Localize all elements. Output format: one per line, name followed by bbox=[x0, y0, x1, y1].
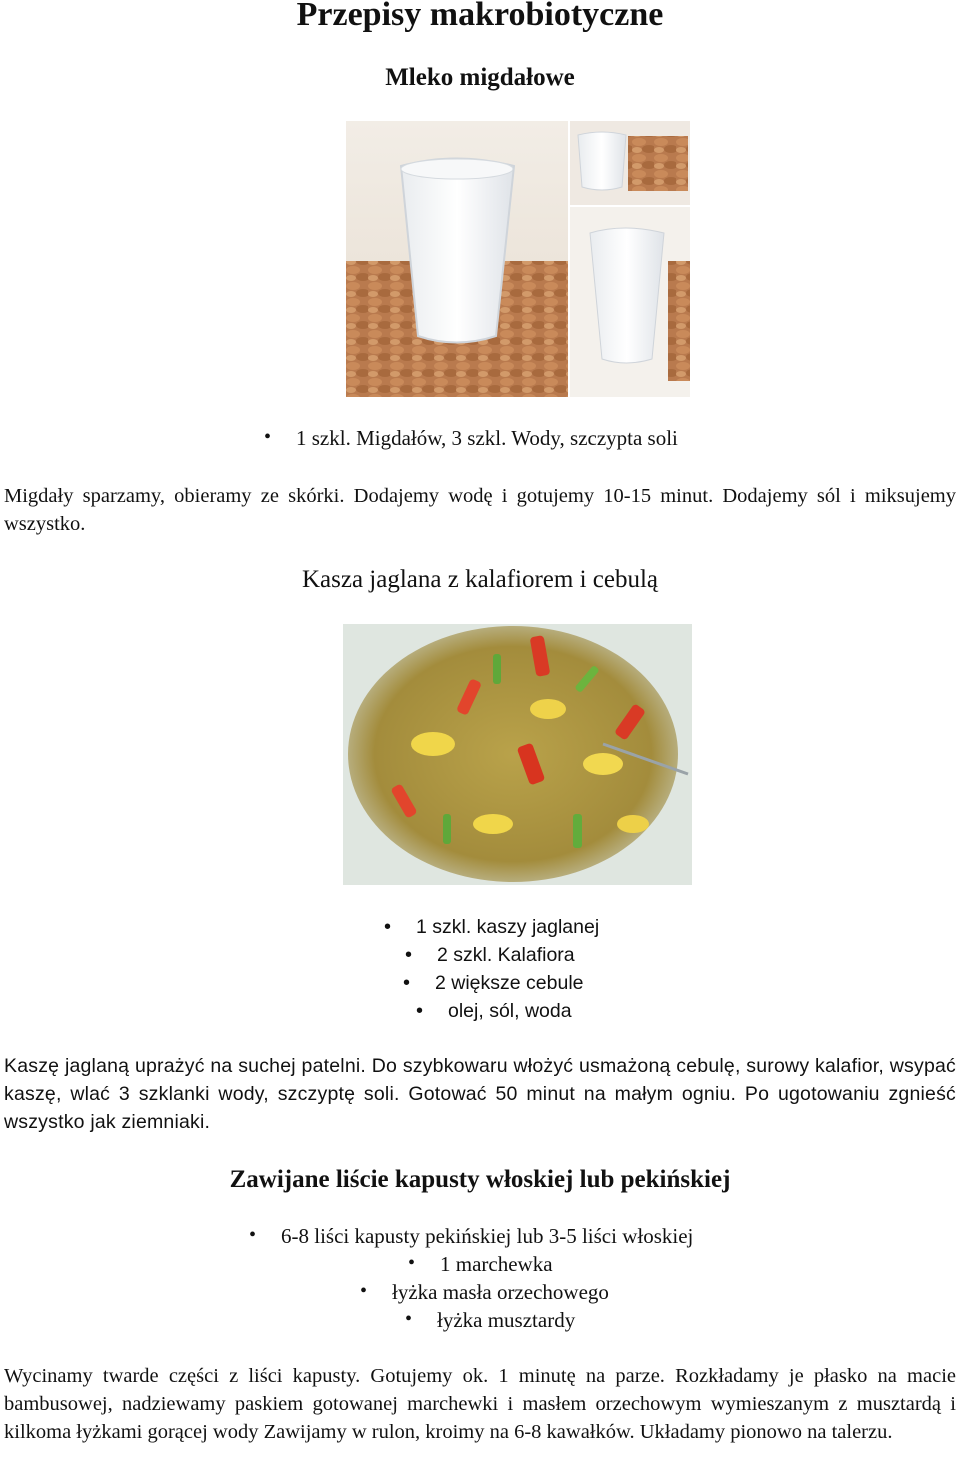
recipe-title-almond-milk: Mleko migdałowe bbox=[385, 64, 575, 91]
recipe-title-cabbage-rolls: Zawijane liście kapusty włoskiej lub pekińskiej bbox=[229, 1166, 731, 1193]
ingredient-item: • łyżka masła orzechowego bbox=[392, 1280, 609, 1305]
ingredient-item: • 1 marchewka bbox=[440, 1252, 553, 1277]
recipe-instructions: Migdały sparzamy, obieramy ze skórki. Dodajemy wodę i gotujemy 10-15 minut. Dodajemy sól i miksujemy wszystko. bbox=[4, 485, 956, 535]
recipe-title-millet: Kasza jaglana z kalafiorem i cebulą bbox=[301, 566, 659, 593]
ingredient-item: • 6-8 liści kapusty pekińskiej lub 3-5 liści włoskiej bbox=[281, 1224, 693, 1249]
recipe-instructions: Kaszę jaglaną uprażyć na suchej patelni. Do szybkowaru włożyć usmażoną cebulę, surowy kalafior, wsypać kaszę, wlać 3 szklanki wody, szczyptę soli. Gotować 50 minut na małym ogniu. Po ugotowaniu zgnieść wszystko jak ziemniaki. bbox=[4, 1055, 956, 1133]
ingredient-item: • 2 szkl. Kalafiora bbox=[437, 944, 575, 967]
ingredient-item: • olej, sól, woda bbox=[448, 1000, 572, 1023]
ingredient-item: • 1 szkl. kaszy jaglanej bbox=[416, 916, 599, 939]
millet-dish-photo bbox=[343, 624, 692, 885]
recipe-instructions: Wycinamy twarde części z liści kapusty. Gotujemy ok. 1 minutę na parze. Rozkładamy je płasko na macie bambusowej, nadziewamy paskiem gotowanej marchewki i masłem orzechowym wymieszanym z musztardą i kilkoma łyżkami gorącej wody Zawijamy w rulon, kroimy na 6-8 kawałków. Układamy pionowo na talerzu. bbox=[4, 1365, 956, 1443]
ingredient-item: • 1 szkl. Migdałów, 3 szkl. Wody, szczypta soli bbox=[296, 426, 678, 451]
ingredient-item: • 2 większe cebule bbox=[435, 972, 584, 995]
page-title: Przepisy makrobiotyczne bbox=[296, 0, 664, 33]
almond-milk-photo bbox=[346, 121, 690, 397]
ingredient-item: • łyżka musztardy bbox=[437, 1308, 575, 1333]
